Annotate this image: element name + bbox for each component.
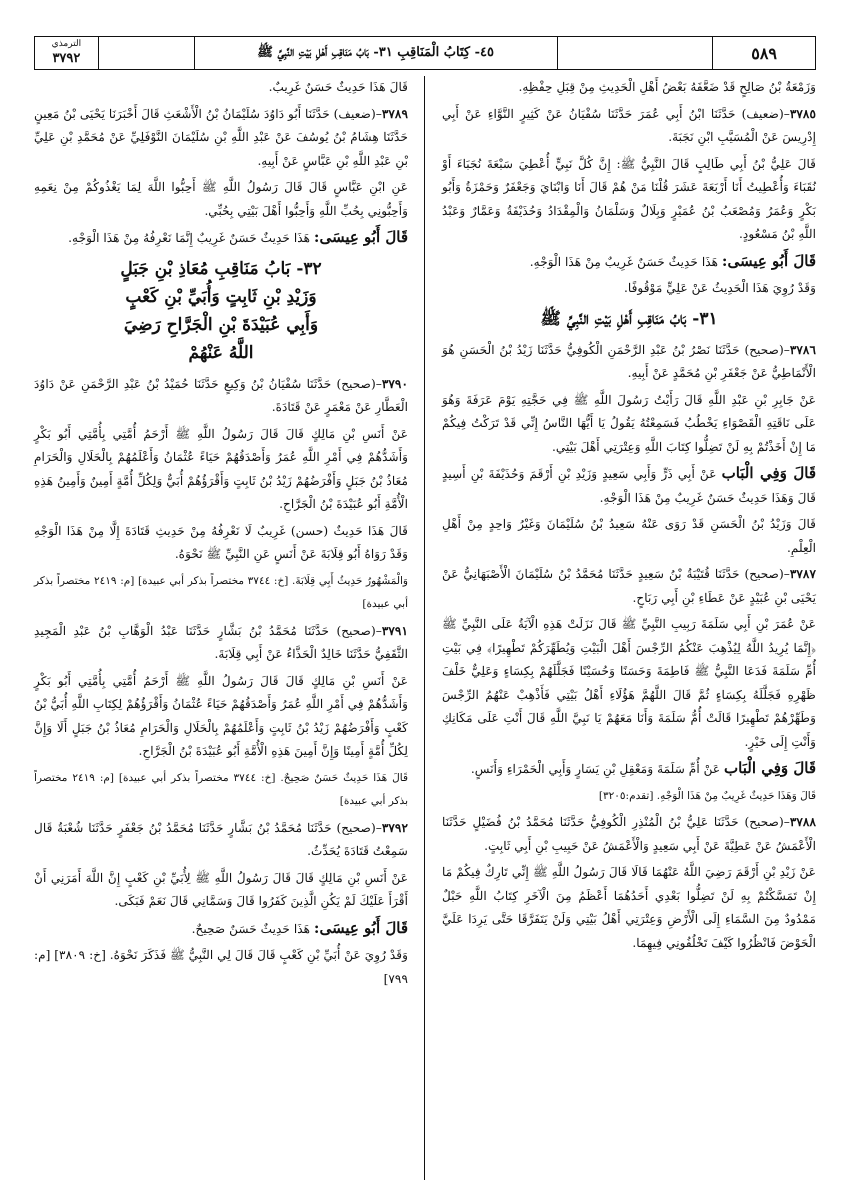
hadith-isnad: حَدَّثَنَا ابْنُ أَبِي عُمَرَ حَدَّثَنَا سُفْيَانُ عَنْ كَثِيرٍ النَّوَّاءِ عَنْ أَبِي إِدْرِيسَ عَنْ الْمُسَيَّبِ ابْنِ نَجَبَةَ. [442,106,816,144]
hadith-3792 [34,817,408,864]
hadith-matn: عَنْ أَنَسِ بْنِ مَالِكٍ قَالَ قَالَ رَسُولُ اللَّهِ ﷺ أَرْحَمُ أُمَّتِي بِأُمَّتِي أَبُو بَكْرٍ وَأَشَدُّهُمْ فِي أَمْرِ اللَّهِ عُمَرُ وَأَصْدَقُهُمْ حَيَاءً عُثْمَانُ وَأَقْرَؤُهُمْ لِكِتَابِ اللَّهِ أُبَيُّ بْنُ كَعْبٍ وَأَفْرَضُهُمْ زَيْدُ بْنُ ثَابِتٍ وَأَعْلَمُهُمْ بِالْحَلَالِ وَالْحَرَامِ مُعَاذُ بْنُ جَبَلٍ أَلَا وَإِنَّ لِكُلِّ أُمَّةٍ أَمِينًا وَإِنَّ أَمِينَ هَذِهِ الْأُمَّةِ أَبُو عُبَيْدَةَ بْنُ الْجَرَّاحِ. [34,673,408,758]
hadith-3789 [34,103,408,174]
header-book-hadith-number: ٣٧٩٢ [52,50,81,66]
hadith-number: ٣٧٨٩ [381,106,408,121]
abu-isa-comment [34,226,408,251]
hadith-grade: –(صحيح) [336,623,382,638]
hadith-matn: عَنْ زَيْدِ بْنِ أَرْقَمَ رَضِيَ اللَّهُ عَنْهُمَا قَالَا قَالَ رَسُولُ اللَّهِ ﷺ إِنِّي تَارِكٌ فِيكُمْ مَا إِنْ تَمَسَّكْتُمْ بِهِ لَنْ تَضِلُّوا بَعْدِي أَحَدُهُمَا أَعْظَمُ مِنَ الْآخَرِ كِتَابُ اللَّهِ حَبْلٌ مَمْدُودٌ مِنَ السَّمَاءِ إِلَى الْأَرْضِ وَعِتْرَتِي أَهْلُ بَيْتِي وَلَنْ يَتَفَرَّقَا حَتَّى يَرِدَا عَلَيَّ الْحَوْضَ فَانْظُرُوا كَيْفَ تَخْلُفُونِي فِيهِمَا. [442,865,816,950]
hadith-number: ٣٧٩٢ [381,820,408,835]
hadith-number: ٣٧٨٦ [789,342,816,357]
page-header [34,36,816,70]
hadith-number: ٣٧٩٠ [381,376,408,391]
hadith-isnad: حَدَّثَنَا قُتَيْبَةُ بْنُ سَعِيدٍ حَدَّثَنَا مُحَمَّدُ بْنُ سُلَيْمَانَ الْأَصْبَهَانِيُّ عَنْ يَحْيَى بْنِ عُبَيْدٍ عَنْ عَطَاءِ بْنِ أَبِي رَبَاحٍ. [442,567,816,605]
hadith-grade: –(صحيح) [336,820,382,835]
header-book-name: الترمذي [51,39,82,50]
hadith-number: ٣٧٩١ [381,623,408,638]
hadith-note: قَالَ وَزَيْدُ بْنُ الْحَسَنِ قَدْ رَوَى عَنْهُ سَعِيدُ بْنُ سُلَيْمَانَ وَغَيْرُ وَاحِدٍ مِنْ أَهْلِ الْعِلْمِ. [442,517,816,555]
hadith-grade: –(صحيح) [744,567,790,581]
header-book-ref [35,37,99,69]
hadith-isnad: حَدَّثَنَا أَبُو دَاوُدَ سُلَيْمَانُ بْنُ الْأَشْعَثِ قَالَ أَخْبَرَنَا يَحْيَى بْنُ مَعِينٍ حَدَّثَنَا هِشَامُ بْنُ يُوسُفَ عَنْ عَبْدِ اللَّهِ بْنِ سُلَيْمَانَ النَّوْفَلِيِّ عَنْ مُحَمَّدِ بْنِ عَلِيِّ بْنِ عَبْدِ اللَّهِ بْنِ عَبَّاسٍ عَنْ أَبِيهِ. [34,106,408,168]
column-divider [424,76,425,1180]
hadith-grade: –(صحيح) [744,342,790,357]
hadith-isnad: حَدَّثَنَا نَصْرُ بْنُ عَبْدِ الرَّحْمَنِ الْكُوفِيُّ حَدَّثَنَا زَيْدُ بْنُ الْحَسَنِ هُوَ الْأَنْمَاطِيُّ عَنْ جَعْفَرِ بْنِ مُحَمَّدٍ عَنْ أَبِيهِ. [442,342,816,380]
hadith-number: ٣٧٨٨ [789,815,816,829]
hadith-reference: وَالْمَشْهُورُ حَدِيثُ أَبِي قِلَابَةَ. [خ: ٣٧٤٤ مختصراً بذكر أبي عبيدة] [م: ٢٤١٩ مختصراً بذكر أبي عبيدة] [34,574,409,610]
hadith-isnad: حَدَّثَنَا مُحَمَّدُ بْنُ بَشَّارٍ حَدَّثَنَا مُحَمَّدُ بْنُ جَعْفَرٍ حَدَّثَنَا شُعْبَةُ قَال سَمِعْتُ قَتَادَةَ يُحَدِّثُ. [34,820,408,858]
right-column [442,76,816,958]
abu-isa-text: هَذَا حَدِيثٌ حَسَنٌ غَرِيبٌ إِنَّمَا نَعْرِفُهُ مِنْ هَذَا الْوَجْهِ. [68,231,314,245]
hadith-3785 [442,103,816,150]
page [34,36,816,1184]
abu-isa-comment [34,917,408,942]
hadith-isnad: حَدَّثَنَا عَلِيُّ بْنُ الْمُنْذِرِ الْكُوفِيُّ حَدَّثَنَا مُحَمَّدُ بْنُ فُضَيْلٍ حَدَّثَنَا الْأَعْمَشُ عَنْ عَطِيَّةَ عَنْ أَبِي سَعِيدٍ وَالْأَعْمَشُ عَنْ حَبِيبِ بْنِ أَبِي ثَابِتٍ. [442,815,816,853]
hadith-3788 [442,811,816,858]
hadith-isnad: حَدَّثَنَا سُفْيَانُ بْنُ وَكِيعٍ حَدَّثَنَا حُمَيْدُ بْنُ عَبْدِ الرَّحْمَنِ عَنْ دَاوُدَ الْعَطَّارِ عَنْ مَعْمَرٍ عَنْ قَتَادَةَ. [34,376,408,414]
abu-isa-text: هَذَا حَدِيثٌ حَسَنٌ غَرِيبٌ مِنْ هَذَا الْوَجْهِ. [529,254,722,269]
abu-isa-label: قَالَ أَبُو عِيسَى: [313,228,408,246]
hadith-matn: قَالَ عَلِيُّ بْنُ أَبِي طَالِبٍ قَالَ النَّبِيُّ ﷺ: إِنَّ كُلَّ نَبِيٍّ أُعْطِيَ سَبْعَةَ نُجَبَاءَ أَوْ نُقَبَاءَ وَأُعْطِيتُ أَنَا أَرْبَعَةَ عَشَرَ قُلْنَا مَنْ هُمْ قَالَ أَنَا وَابْنَايَ وَجَعْفَرٌ وَحَمْزَةُ وَأَبُو بَكْرٍ وَعُمَرُ وَمُصْعَبُ بْنُ عُمَيْرٍ وَبِلَالٌ وَسَلْمَانُ وَالْمِقْدَادُ وَحُذَيْفَةُ وَعَمَّارٌ وَعَبْدُ اللَّهِ بْنُ مَسْعُودٍ. [442,156,816,241]
page-number: ٥٨٩ [751,43,777,63]
wa-fil-bab [442,757,816,782]
hadith-matn: عَنْ جَابِرِ بْنِ عَبْدِ اللَّهِ قَالَ رَأَيْتُ رَسُولَ اللَّهِ ﷺ فِي حَجَّتِهِ يَوْمَ عَرَفَةَ وَهُوَ عَلَى نَاقَتِهِ الْقَصْوَاءِ يَخْطُبُ فَسَمِعْتُهُ يَقُولُ يَا أَيُّهَا النَّاسُ إِنِّي قَدْ تَرَكْتُ فِيكُمْ مَا إِنْ أَخَذْتُمْ بِهِ لَنْ تَضِلُّوا كِتَابَ اللَّهِ وَعِتْرَتِي أَهْلَ بَيْتِي. [442,392,816,454]
continuation-text: قَالَ هَذَا حَدِيثٌ حَسَنٌ غَرِيبٌ. [268,80,408,94]
hadith-grade: –(ضعيف) [333,106,382,121]
abu-isa-text: هَذَا حَدِيثٌ حَسَنٌ صَحِيحٌ. [191,921,314,936]
chapter-heading-line: ٣٢- بَابُ مَنَاقِبِ مُعَاذِ بْنِ جَبَلٍ [120,258,322,279]
hadith-isnad: حَدَّثَنَا مُحَمَّدُ بْنُ بَشَّارٍ حَدَّثَنَا عَبْدُ الْوَهَّابِ بْنُ عَبْدِ الْمَجِيدِ الثَّقَفِيُّ حَدَّثَنَا خَالِدٌ الْحَذَّاءُ عَنْ أَبِي قِلَابَةَ. [34,623,408,661]
hadith-matn: عَنْ أَنَسِ بْنِ مَالِكٍ قَالَ قَالَ رَسُولُ اللَّهِ ﷺ أَرْحَمُ أُمَّتِي بِأُمَّتِي أَبُو بَكْرٍ وَأَشَدُّهُمْ فِي أَمْرِ اللَّهِ عُمَرُ وَأَصْدَقُهُمْ حَيَاءً عُثْمَانُ وَأَعْلَمُهُمْ بِالْحَلَالِ وَالْحَرَامِ مُعَاذُ بْنُ جَبَلٍ وَأَفْرَضُهُمْ زَيْدُ بْنُ ثَابِتٍ وَأَقْرَؤُهُمْ أُبَيٌّ وَلِكُلِّ أُمَّةٍ أَمِينٌ وَأَمِينُ هَذِهِ الْأُمَّةِ أَبُو عُبَيْدَةَ بْنُ الْجَرَّاحِ. [34,426,408,511]
hadith-matn: عَنِ ابْنِ عَبَّاسٍ قَالَ قَالَ رَسُولُ اللَّهِ ﷺ أَحِبُّوا اللَّهَ لِمَا يَغْذُوكُمْ مِنْ نِعَمِهِ وَأَحِبُّونِي بِحُبِّ اللَّهِ وَأَحِبُّوا أَهْلَ بَيْتِي بِحُبِّي. [34,180,408,218]
left-column [34,76,408,994]
chapter-heading-line: وَأَبِي عُبَيْدَةَ بْنِ الْجَرَّاحِ رَضِيَ [123,314,319,335]
abu-isa-label: قَالَ أَبُو عِيسَى: [313,918,408,937]
chapter-heading-line: اللَّهُ عَنْهُمْ [188,342,254,363]
hadith-note: وَقَدْ رُوِيَ عَنْ أُبَيِّ بْنِ كَعْبٍ قَالَ قَالَ لِي النَّبِيُّ ﷺ فَذَكَرَ نَحْوَهُ. [خ: ٣٨٠٩] [م: ٧٩٩] [34,948,408,986]
hadith-note: قَالَ هَذَا حَدِيثٌ (حسن) غَرِيبٌ لَا نَعْرِفُهُ مِنْ حَدِيثِ قَتَادَةَ إِلَّا مِنْ هَذَا الْوَجْهِ وَقَدْ رَوَاهُ أَبُو قِلَابَةَ عَنْ أَنَسٍ عَنِ النَّبِيِّ ﷺ نَحْوَهُ. [34,523,408,561]
abu-isa-label: قَالَ أَبُو عِيسَى: [721,251,816,270]
hadith-matn: عَنْ أَنَسِ بْنِ مَالِكٍ قَالَ قَالَ رَسُولُ اللَّهِ ﷺ لِأُبَيِّ بْنِ كَعْبٍ إِنَّ اللَّهَ أَمَرَنِي أَنْ أَقْرَأَ عَلَيْكَ لَمْ يَكُنِ الَّذِينَ كَفَرُوا قَالَ وَسَمَّانِي قَالَ نَعَمْ فَبَكَى. [34,870,408,908]
header-empty-cell [99,37,195,69]
hadith-grade: –(ضعيف) [741,106,790,121]
wa-fil-bab [442,462,816,510]
continuation-text: وَزَمْعَةُ بْنُ صَالِحٍ قَدْ ضَعَّفَهُ بَعْضُ أَهْلِ الْحَدِيثِ مِنْ قِبَلِ حِفْظِهِ. [518,80,816,94]
hadith-number: ٣٧٨٧ [789,567,816,581]
hadith-grade: –(صحيح) [336,376,382,391]
header-empty-cell [558,37,714,69]
chapter-heading-line: وَزَيْدِ بْنِ ثَابِتٍ وَأُبَيِّ بْنِ كَعْبٍ [125,286,317,307]
hadith-note: وَقَدْ رُوِيَ هَذَا الْحَدِيثُ عَنْ عَلِيٍّ مَوْقُوفًا. [624,281,816,295]
header-title: ٤٥- كِتَابُ الْمَنَاقِبِ ٣١- بَابُ مَنَاقِبِ أَهْلِ بَيْتِ النَّبِيِّ ﷺ [195,37,558,69]
abu-isa-comment [442,250,816,275]
hadith-note: قَالَ وَهَذَا حَدِيثٌ غَرِيبٌ مِنْ هَذَا الْوَجْهِ. [تقدم:٣٢٠٥] [598,789,816,802]
chapter-heading [34,255,408,367]
wa-fil-bab-label: قَالَ وَفِي الْبَاب [721,464,816,482]
wa-fil-bab-text: عَنْ أُمِّ سَلَمَةَ وَمَعْقِلِ بْنِ يَسَارٍ وَأَبِي الْحَمْرَاءِ وَأَنَسٍ. [470,762,725,776]
hadith-grade: –(صحيح) [744,815,790,829]
wa-fil-bab-text: عَنْ أَبِي ذَرٍّ وَأَبِي سَعِيدٍ وَزَيْدِ بْنِ أَرْقَمَ وَحُذَيْفَةَ بْنِ أَسِيدٍ قَالَ وَهَذَا حَدِيثٌ حَسَنٌ غَرِيبٌ مِنْ هَذَا الْوَجْهِ. [442,467,816,505]
chapter-heading: ٣١- بَابُ مَنَاقِبِ أَهْلِ بَيْتِ النَّبِيِّ ﷺ [540,308,718,329]
hadith-3787 [442,563,816,610]
hadith-3790 [34,373,408,420]
hadith-3786 [442,339,816,386]
hadith-note: قَالَ هَذَا حَدِيثٌ حَسَنٌ صَحِيحٌ. [خ: ٣٧٤٤ مختصراً بذكر أبي عبيدة] [م: ٢٤١٩ مختصراً بذكر أبي عبيدة] [34,771,408,807]
hadith-number: ٣٧٨٥ [789,106,816,121]
wa-fil-bab-label: قَالَ وَفِي الْبَاب [724,759,816,777]
hadith-matn: عَنْ عُمَرَ بْنِ أَبِي سَلَمَةَ رَبِيبِ النَّبِيِّ ﷺ قَالَ نَزَلَتْ هَذِهِ الْآيَةُ عَلَى النَّبِيِّ ﷺ ﴿إِنَّمَا يُرِيدُ اللَّهُ لِيُذْهِبَ عَنْكُمُ الرِّجْسَ أَهْلَ الْبَيْتِ وَيُطَهِّرَكُمْ تَطْهِيرًا﴾ فِي بَيْتِ أُمِّ سَلَمَةَ فَدَعَا النَّبِيُّ ﷺ فَاطِمَةَ وَحَسَنًا وَحُسَيْنًا فَجَلَّلَهُمْ بِكِسَاءٍ وَعَلِيٌّ خَلْفَ ظَهْرِهِ فَجَلَّلَهُ بِكِسَاءٍ ثُمَّ قَالَ اللَّهُمَّ هَؤُلَاءِ أَهْلُ بَيْتِي فَأَذْهِبْ عَنْهُمُ الرِّجْسَ وَطَهِّرْهُمْ تَطْهِيرًا قَالَتْ أُمُّ سَلَمَةَ وَأَنَا مَعَهُمْ يَا نَبِيَّ اللَّهِ قَالَ أَنْتِ عَلَى مَكَانِكِ وَأَنْتِ إِلَى خَيْرٍ. [442,617,816,749]
hadith-3791 [34,620,408,667]
